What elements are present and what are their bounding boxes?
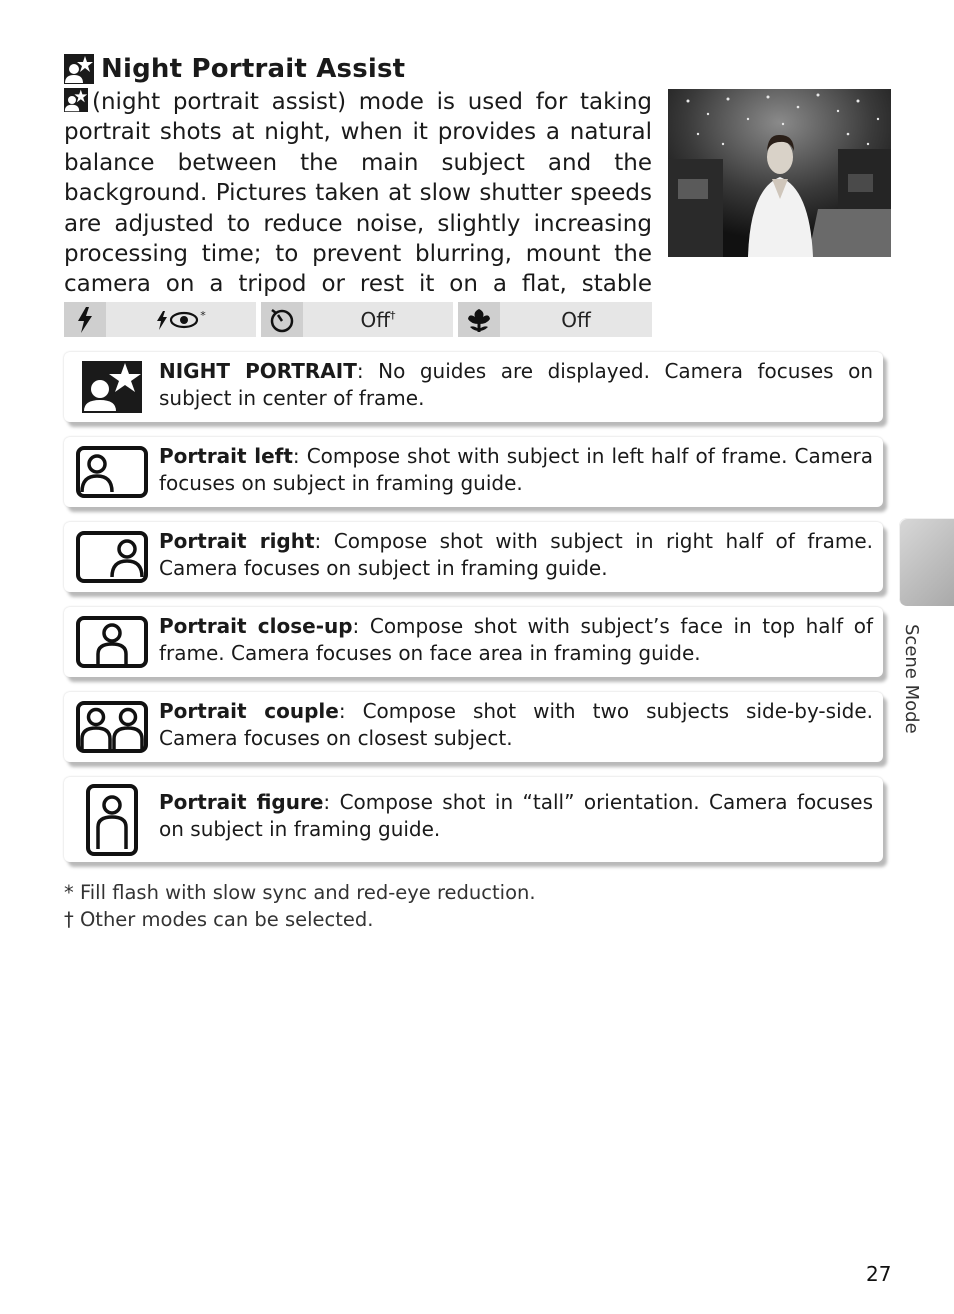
red-eye-reduction-icon (156, 309, 200, 331)
chapter-tab-label: Scene Mode (901, 624, 922, 734)
section-heading (64, 52, 405, 86)
mode-description: : Compose shot in “tall” orientation. Camera focuses on subject in framing guide. (159, 790, 873, 841)
mode-description: : Compose shot with two subjects side-by-side. Camera focuses on closest subject. (159, 699, 873, 750)
mode-description: : Compose shot with subject in left half of frame. Camera focuses on subject in framing guide. (159, 444, 873, 495)
night-portrait-mode-icon (64, 54, 94, 84)
flash-footnote-mark: * (200, 309, 206, 322)
settings-bar (64, 302, 652, 337)
sample-night-portrait-photo (668, 89, 891, 257)
night-portrait-inline-icon (64, 88, 88, 112)
chapter-tab (899, 518, 954, 606)
page-number: 27 (866, 1262, 892, 1286)
mode-description: : Compose shot with subject’s face in top half of frame. Camera focuses on face area in framing guide. (159, 614, 873, 665)
macro-setting (458, 302, 652, 337)
mode-portrait-figure (64, 777, 883, 862)
portrait-figure-icon (76, 783, 148, 857)
intro-paragraph (64, 87, 652, 330)
mode-label: Portrait figure (159, 790, 324, 814)
flash-icon (75, 307, 95, 333)
footnote-other-modes: † Other modes can be selected. (64, 908, 374, 931)
night-portrait-icon (76, 357, 148, 417)
mode-label: NIGHT PORTRAIT (159, 359, 357, 383)
self-timer-icon (269, 307, 295, 333)
mode-description: : Compose shot with subject in right half of frame. Camera focuses on subject in framing guide. (159, 529, 873, 580)
mode-portrait-close-up (64, 607, 883, 677)
mode-label: Portrait right (159, 529, 315, 553)
footnote-flash: * Fill flash with slow sync and red-eye reduction. (64, 881, 536, 904)
portrait-close-up-icon (76, 612, 148, 672)
macro-value: Off (561, 307, 591, 332)
portrait-left-icon (76, 442, 148, 502)
self-timer-value: Off † (360, 307, 396, 332)
mode-description: : No guides are displayed. Camera focuses on subject in center of frame. (159, 359, 873, 410)
self-timer-setting (261, 302, 453, 337)
mode-night-portrait (64, 352, 883, 422)
intro-text: (night portrait assist) mode is used for taking portrait shots at night, when it provides a natural balance between the main subject and the background. Pictures taken at slow shutter speeds are adjusted to reduce noise, slightly increasing processing time; to prevent blurring, mount the camera on a tripod or rest it on a flat, stable (64, 89, 652, 298)
flash-value (106, 302, 256, 337)
mode-portrait-right (64, 522, 883, 592)
flash-setting (64, 302, 256, 337)
portrait-right-icon (76, 527, 148, 587)
mode-label: Portrait left (159, 444, 293, 468)
page-title: Night Portrait Assist (101, 54, 406, 84)
mode-portrait-left (64, 437, 883, 507)
self-timer-footnote-mark: † (390, 309, 396, 322)
mode-portrait-couple (64, 692, 883, 762)
macro-close-up-icon (465, 307, 493, 333)
portrait-couple-icon (76, 697, 148, 757)
mode-label: Portrait couple (159, 699, 339, 723)
mode-label: Portrait close-up (159, 614, 353, 638)
